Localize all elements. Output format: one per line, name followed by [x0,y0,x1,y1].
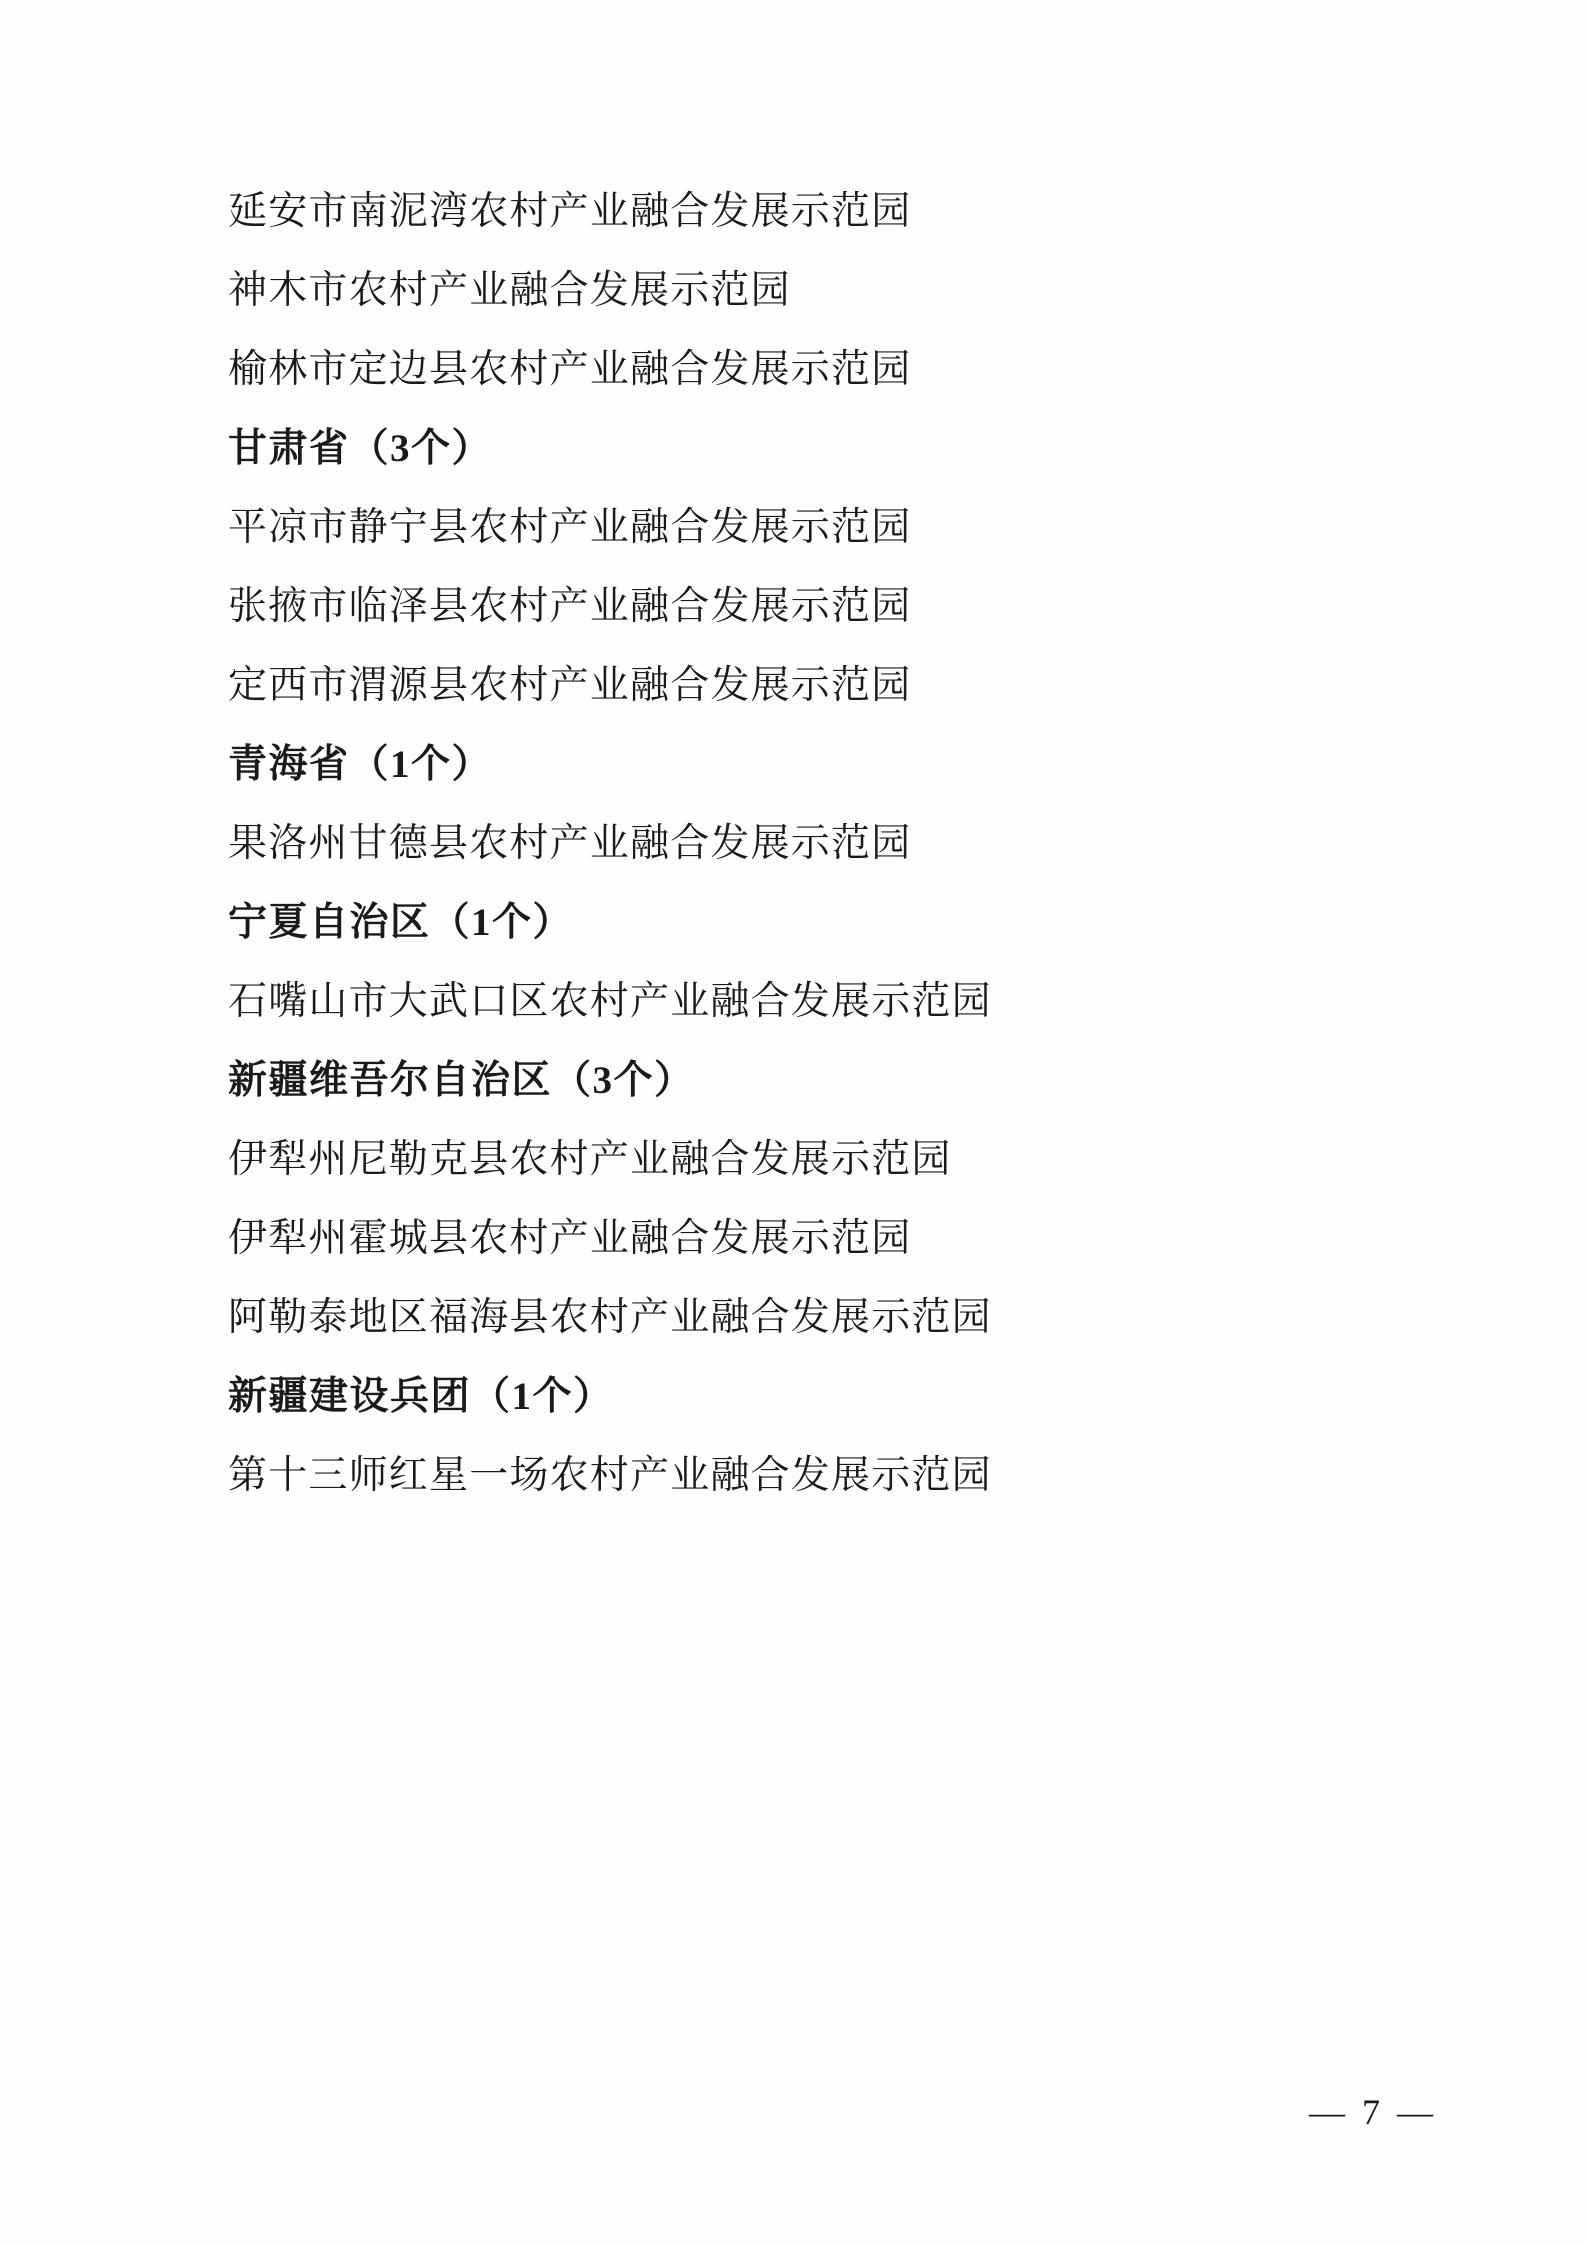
list-item: 石嘴山市大武口区农村产业融合发展示范园 [228,980,992,1023]
section-heading: 甘肃省（3个） [228,427,493,470]
section-heading: 宁夏自治区（1个） [228,901,574,944]
list-item: 榆林市定边县农村产业融合发展示范园 [228,348,912,391]
list-item: 果洛州甘德县农村产业融合发展示范园 [228,822,912,865]
list-item: 伊犁州霍城县农村产业融合发展示范园 [228,1217,912,1260]
document-body [228,172,1368,1515]
list-item: 神木市农村产业融合发展示范园 [228,269,791,312]
list-item: 平凉市静宁县农村产业融合发展示范园 [228,506,912,549]
list-item: 伊犁州尼勒克县农村产业融合发展示范园 [228,1138,952,1181]
list-item: 定西市渭源县农村产业融合发展示范园 [228,664,912,707]
list-item: 张掖市临泽县农村产业融合发展示范园 [228,585,912,628]
section-heading: 新疆建设兵团（1个） [228,1375,614,1418]
list-item: 阿勒泰地区福海县农村产业融合发展示范园 [228,1296,992,1339]
list-item: 第十三师红星一场农村产业融合发展示范园 [228,1454,992,1497]
section-heading: 新疆维吾尔自治区（3个） [228,1059,695,1102]
section-heading: 青海省（1个） [228,743,493,786]
list-item: 延安市南泥湾农村产业融合发展示范园 [228,190,912,233]
page-number: — 7 — [1309,2092,1437,2132]
